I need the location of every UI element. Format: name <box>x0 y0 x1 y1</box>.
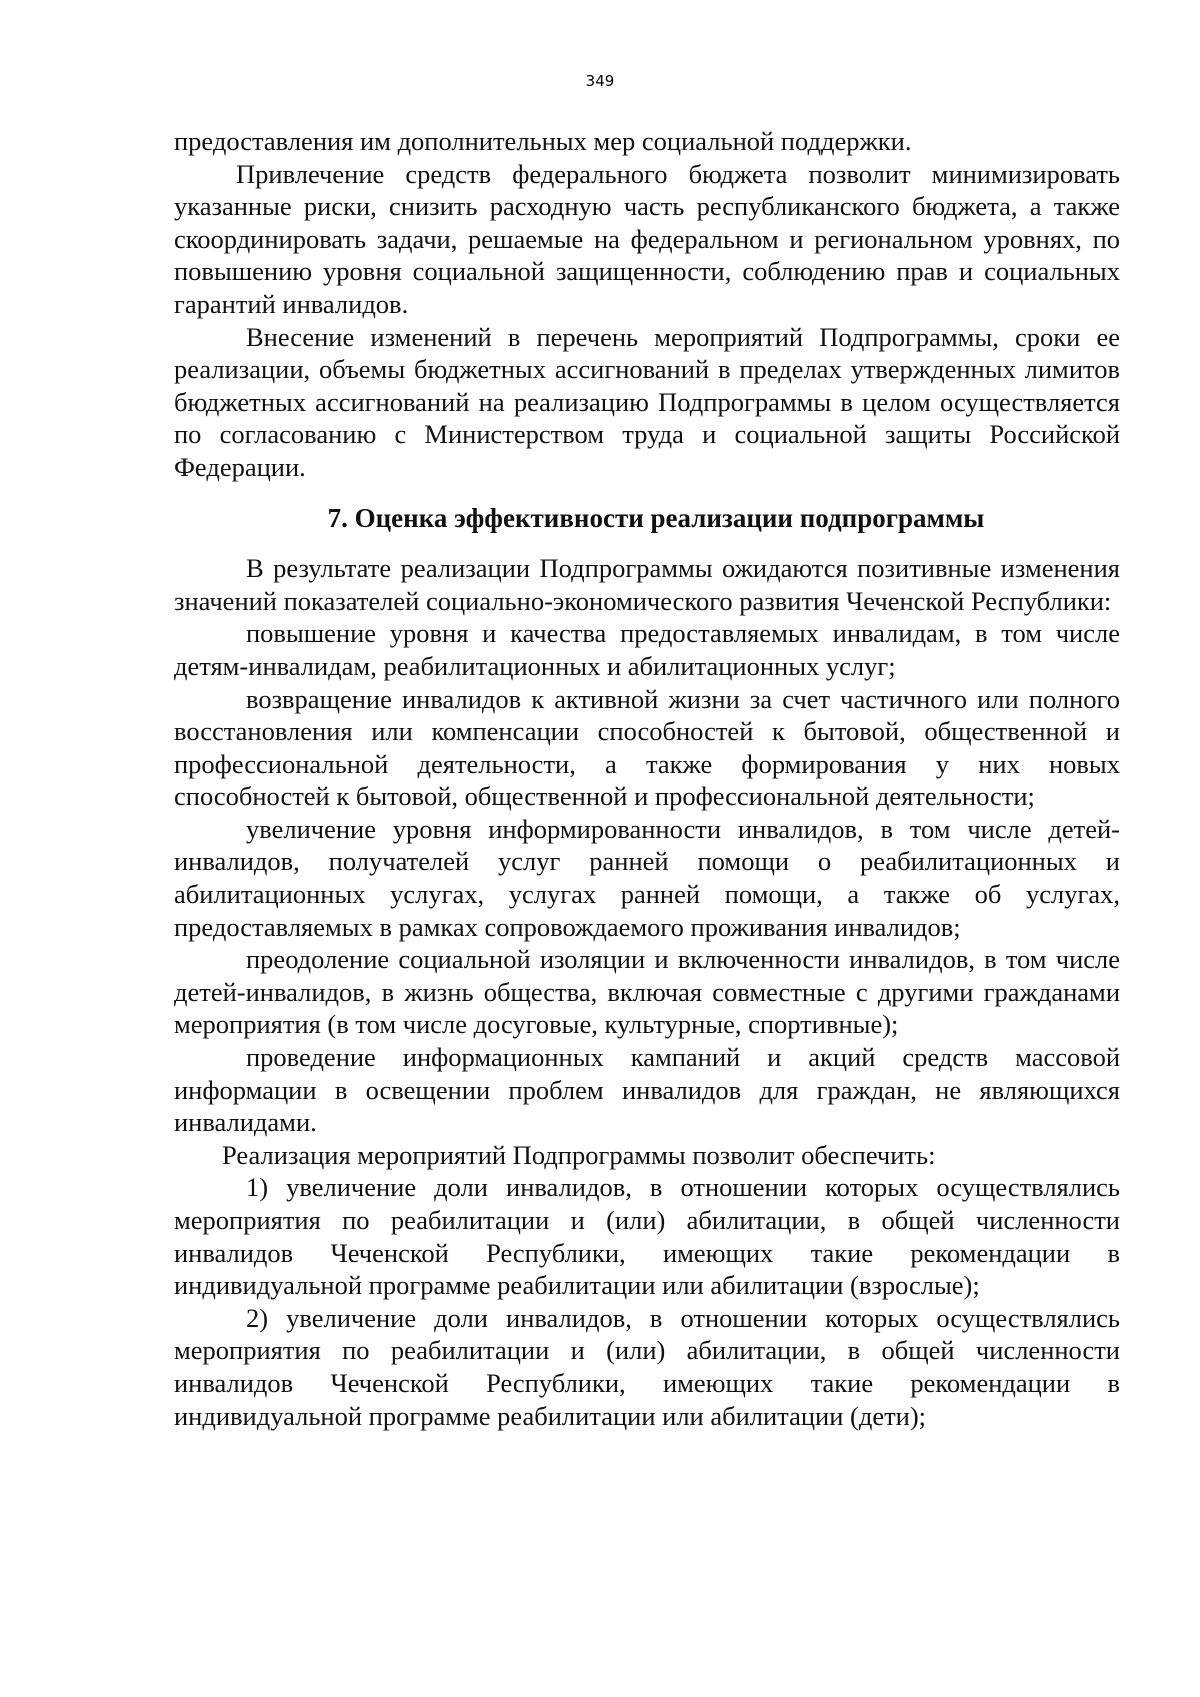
document-body <box>174 125 1120 1432</box>
paragraph: возвращение инвалидов к активной жизни за счет частичного или полного восстановления или компенсации способностей к бытовой, общественной и профессиональной деятельности, а также формирования у них новых способностей к бытовой, общественной и профессиональной деятельности; <box>174 683 1120 812</box>
paragraph: предоставления им дополнительных мер социальной поддержки. <box>174 126 912 156</box>
section-heading: 7. Оценка эффективности реализации подпрограммы <box>327 502 985 533</box>
paragraph: В результате реализации Подпрограммы ожидаются позитивные изменения значений показателей социально-экономического развития Чеченской Республики: <box>174 553 1120 616</box>
paragraph: повышение уровня и качества предоставляемых инвалидам, в том числе детям-инвалидам, реабилитационных и абилитационных услуг; <box>174 618 1120 681</box>
page-number: 349 <box>585 72 615 90</box>
paragraph: Внесение изменений в перечень мероприятий Подпрограммы, сроки ее реализации, объемы бюджетных ассигнований в пределах утвержденных лимитов бюджетных ассигнований на реализацию Подпрограммы в целом осуществляется по согласованию с Министерством труда и социальной защиты Российской Федерации. <box>174 321 1120 482</box>
spacer <box>174 484 1120 502</box>
paragraph: Привлечение средств федерального бюджета позволит минимизировать указанные риски, снизить расходную часть республиканского бюджета, а также скоординировать задачи, решаемые на федеральном и региональном уровнях, по повышению уровня социальной защищенности, соблюдению прав и социальных гарантий инвалидов. <box>174 158 1120 319</box>
paragraph: проведение информационных кампаний и акций средств массовой информации в освещении проблем инвалидов для граждан, не являющихся инвалидами. <box>174 1042 1120 1138</box>
paragraph: 1) увеличение доли инвалидов, в отношении которых осуществлялись мероприятия по реабилитации и (или) абилитации, в общей численности инвалидов Чеченской Республики, имеющих такие рекомендации в индивидуальной программе реабилитации или абилитации (взрослые); <box>174 1172 1120 1301</box>
paragraph: преодоление социальной изоляции и включенности инвалидов, в том числе детей-инвалидов, в жизнь общества, включая совместные с другими гражданами мероприятия (в том числе досуговые, культурные, спортивные); <box>174 944 1120 1040</box>
paragraph: Реализация мероприятий Подпрограммы позволит обеспечить: <box>222 1139 936 1170</box>
paragraph: 2) увеличение доли инвалидов, в отношении которых осуществлялись мероприятия по реабилитации и (или) абилитации, в общей численности инвалидов Чеченской Республики, имеющих такие рекомендации в индивидуальной программе реабилитации или абилитации (дети); <box>174 1302 1120 1431</box>
paragraph: увеличение уровня информированности инвалидов, в том числе детей-инвалидов, получателей услуг ранней помощи о реабилитационных и абилитационных услугах, услугах ранней помощи, а также об услугах, предоставляемых в рамках сопровождаемого проживания инвалидов; <box>174 813 1120 942</box>
spacer <box>174 534 1120 552</box>
